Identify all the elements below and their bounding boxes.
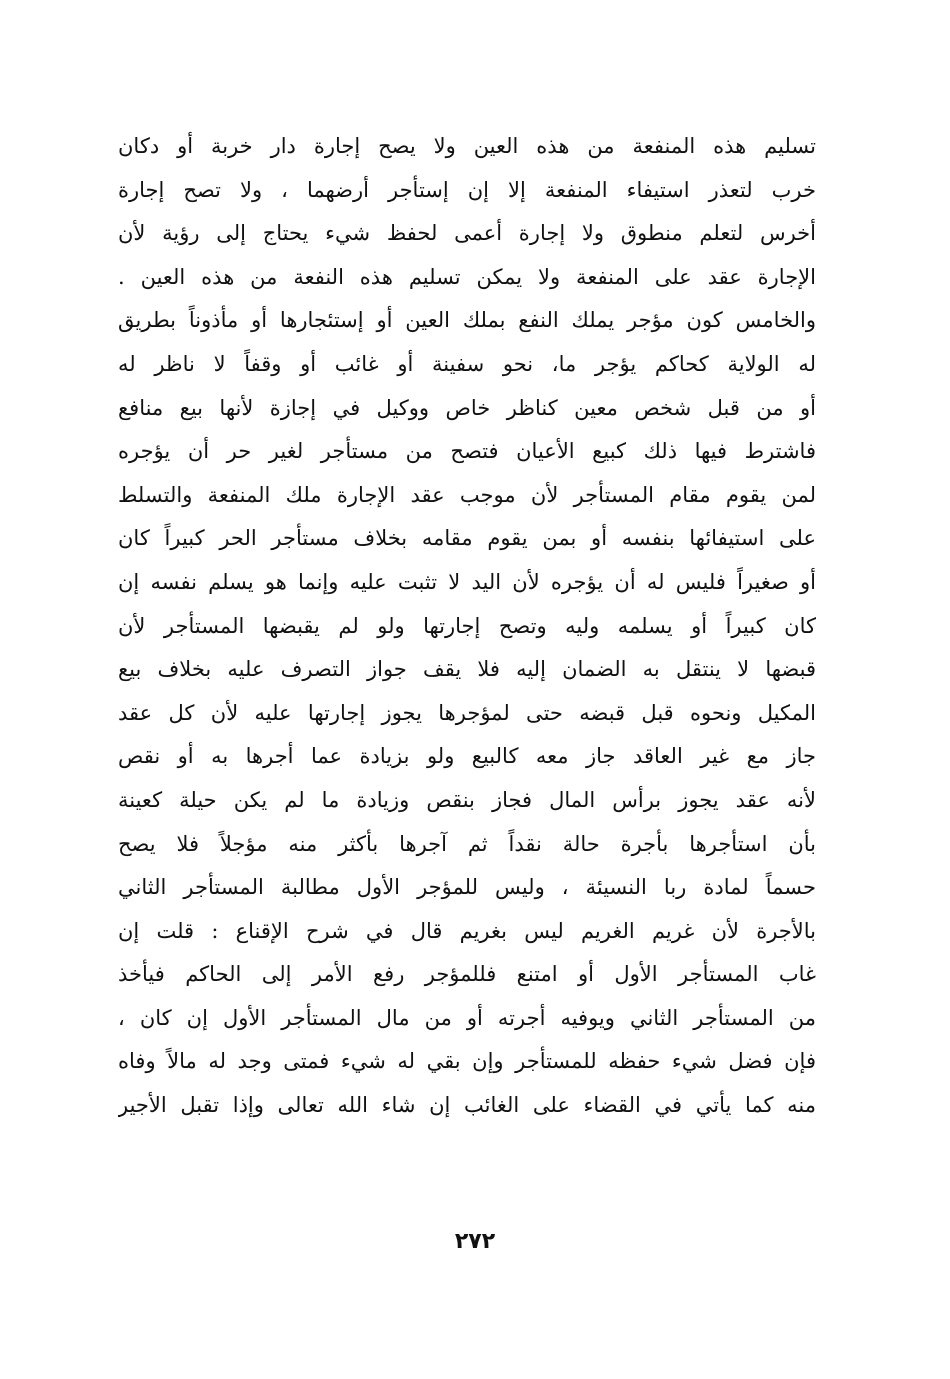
text-line: قبضها لا ينتقل به الضمان إليه فلا يقف جواز التصرف عليه بخلاف بيع [118,657,816,682]
text-line: بالأجرة لأن غريم الغريم ليس بغريم قال في شرح الإقناع : قلت إن [118,918,816,943]
text-line: فإن فضل شيء حفظه للمستأجر وإن بقي له شيء فمتى وجد له مالاً وفاه [118,1049,816,1074]
text-line: والخامس كون مؤجر يملك النفع بملك العين أو إستئجارها أو مأذوناً بطريق [118,308,816,333]
text-line: بأن استأجرها بأجرة حالة نقداً ثم آجرها بأكثر منه مؤجلاً فلا يصح [118,831,816,856]
page-number: ٢٧٢ [454,1229,496,1254]
text-line: لمن يقوم مقام المستأجر لأن موجب عقد الإجارة ملك المنفعة والتسلط [118,482,816,507]
text-line: أو من قبل شخص معين كناظر خاص ووكيل في إجازة لأنها بيع منافع [118,395,816,420]
text-line: حسماً لمادة ربا النسيئة ، وليس للمؤجر الأول مطالبة المستأجر الثاني [118,875,816,900]
text-line: الإجارة عقد على المنفعة ولا يمكن تسليم هذه النفعة من هذه العين . [118,264,816,289]
body-text [118,125,816,1128]
text-line: كان كبيراً أو يسلمه وليه وتصح إجارتها ولو لم يقبضها المستأجر لأن [118,613,816,638]
text-line: على استيفائها بنفسه أو بمن يقوم مقامه بخلاف مستأجر الحر كبيراً كان [118,526,816,551]
text-line: أو صغيراً فليس له أن يؤجره لأن اليد لا تثبت عليه وإنما هو يسلم نفسه إن [118,569,816,594]
text-line: تسليم هذه المنفعة من هذه العين ولا يصح إجارة دار خربة أو دكان [118,134,816,158]
text-line: غاب المستأجر الأول أو امتنع فللمؤجر رفع الأمر إلى الحاكم فيأخذ [118,962,816,987]
text-line: أخرس لتعلم منطوق ولا إجارة أعمى لحفظ شيء يحتاج إلى رؤية لأن [118,221,816,246]
text-line: له الولاية كحاكم يؤجر ما، نحو سفينة أو غائب أو وقفاً لا ناظر له [118,351,816,376]
text-line: المكيل ونحوه قبل قبضه حتى لمؤجرها يجوز إجارتها عليه لأن كل عقد [118,700,816,725]
text-line: منه كما يأتي في القضاء على الغائب إن شاء الله تعالى وإذا تقبل الأجير [118,1093,816,1118]
text-line: لأنه عقد يجوز برأس المال فجاز بنقص وزيادة ما لم يكن حيلة كعينة [118,787,816,812]
text-line: خرب لتعذر استيفاء المنفعة إلا إن إستأجر أرضهما ، ولا تصح إجارة [118,177,816,202]
text-line: جاز مع غير العاقد جاز معه كالبيع ولو بزيادة عما أجرها به أو نقص [118,744,816,769]
text-line: فاشترط فيها ذلك كبيع الأعيان فتصح من مستأجر لغير حر أن يؤجره [118,439,816,464]
text-line: من المستأجر الثاني ويوفيه أجرته أو من مال المستأجر الأول إن كان ، [118,1005,816,1030]
